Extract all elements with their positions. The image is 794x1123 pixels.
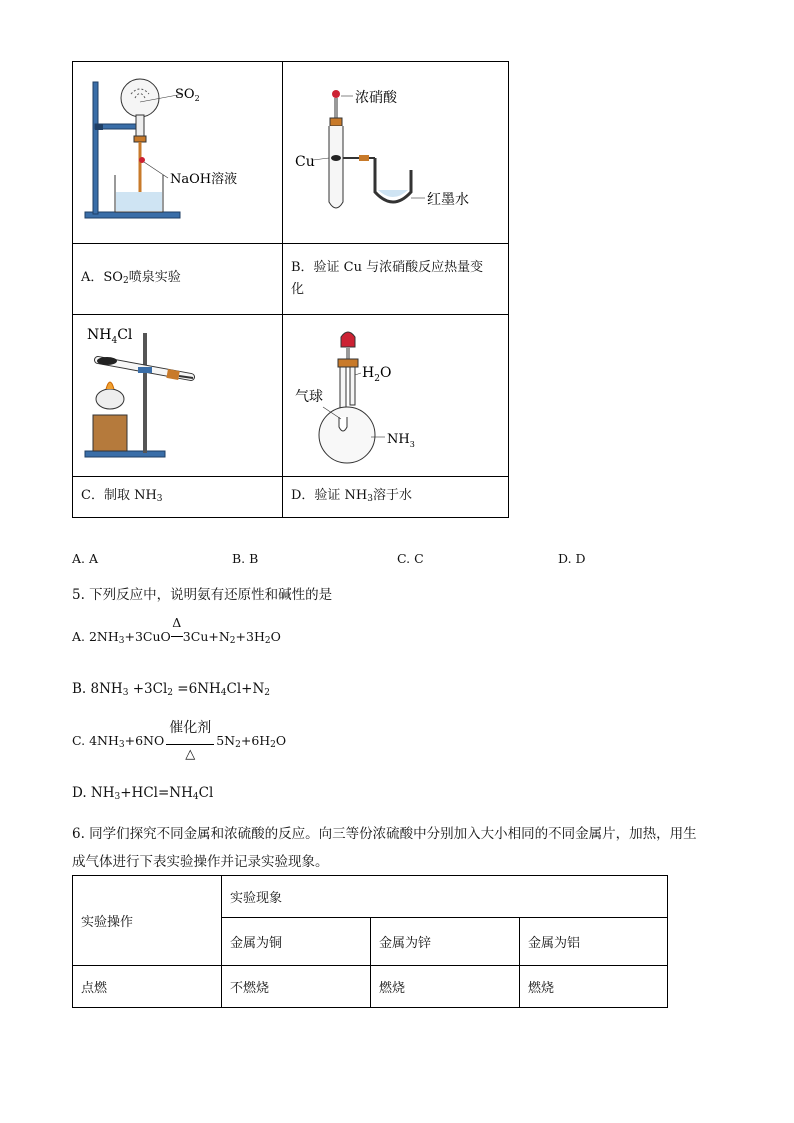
- apparatus-table: [72, 61, 509, 518]
- nh3-solubility-apparatus: [283, 315, 508, 472]
- naoh-label: NaOH溶液: [170, 172, 238, 187]
- q5-option-d[interactable]: D. $NH_3+HCl=NH_4Cl$: [72, 785, 214, 802]
- cell-a-caption: A．$SO_2$喷泉实验: [73, 244, 283, 315]
- q5-option-b[interactable]: B. $8NH_3 +3Cl_2 =6NH_4Cl+N_2$: [72, 681, 271, 698]
- metal-aluminum-header: 金属为铝: [520, 918, 668, 966]
- q6-stem-line1: 6. 同学们探究不同金属和浓硫酸的反应。向三等份浓硫酸中分别加入大小相同的不同金属片，加热，用生: [72, 826, 697, 842]
- cell-c-figure: [73, 315, 283, 477]
- q6-experiment-table: [72, 875, 668, 1008]
- q4-option-a[interactable]: A. A: [72, 551, 99, 566]
- q4-option-b[interactable]: B. B: [232, 551, 259, 566]
- q4-option-c[interactable]: C. C: [397, 551, 424, 566]
- so2-label: $SO_2$: [175, 87, 200, 103]
- row-label-ignite: 点燃: [73, 966, 222, 1008]
- op-header: 实验操作: [73, 876, 222, 966]
- result-zinc: 燃烧: [371, 966, 520, 1008]
- cu-nitric-apparatus: [283, 62, 508, 239]
- balloon-label: 气球: [295, 389, 323, 405]
- cu-label: Cu: [295, 154, 315, 170]
- cell-a-figure: [73, 62, 283, 244]
- cell-d-caption: D．验证 $NH_3$溶于水: [283, 477, 509, 518]
- result-copper: 不燃烧: [222, 966, 371, 1008]
- cell-c-caption: C．制取 $NH_3$: [73, 477, 283, 518]
- so2-fountain-apparatus: [73, 62, 282, 239]
- nitric-acid-label: 浓硝酸: [355, 90, 397, 106]
- nh3-label: $NH_3$: [387, 432, 415, 449]
- q5-option-c[interactable]: C. $4NH_3+6NO$ 催化剂 △ $5N_2+6H_2O$: [72, 720, 287, 762]
- cell-b-caption: B．验证 Cu 与浓硝酸反应热量变化: [283, 244, 509, 315]
- nh4cl-label: $NH_4Cl$: [87, 327, 133, 346]
- metal-copper-header: 金属为铜: [222, 918, 371, 966]
- nh3-preparation-apparatus: [73, 315, 282, 472]
- phenomenon-header: 实验现象: [222, 876, 668, 918]
- cell-d-figure: [283, 315, 509, 477]
- q5-option-a[interactable]: A. $2NH_3+3CuO$ Δ $3Cu+N_2+3H_2O$: [72, 615, 281, 646]
- q5-stem: 5. 下列反应中，说明氨有还原性和碱性的是: [72, 587, 333, 603]
- cell-b-figure: [283, 62, 509, 244]
- h2o-label: $H_2O$: [362, 365, 392, 384]
- q6-stem-line2: 成气体进行下表实验操作并记录实验现象。: [72, 854, 329, 870]
- red-ink-label: 红墨水: [427, 192, 469, 208]
- metal-zinc-header: 金属为锌: [371, 918, 520, 966]
- q4-option-d[interactable]: D. D: [558, 551, 586, 566]
- result-aluminum: 燃烧: [520, 966, 668, 1008]
